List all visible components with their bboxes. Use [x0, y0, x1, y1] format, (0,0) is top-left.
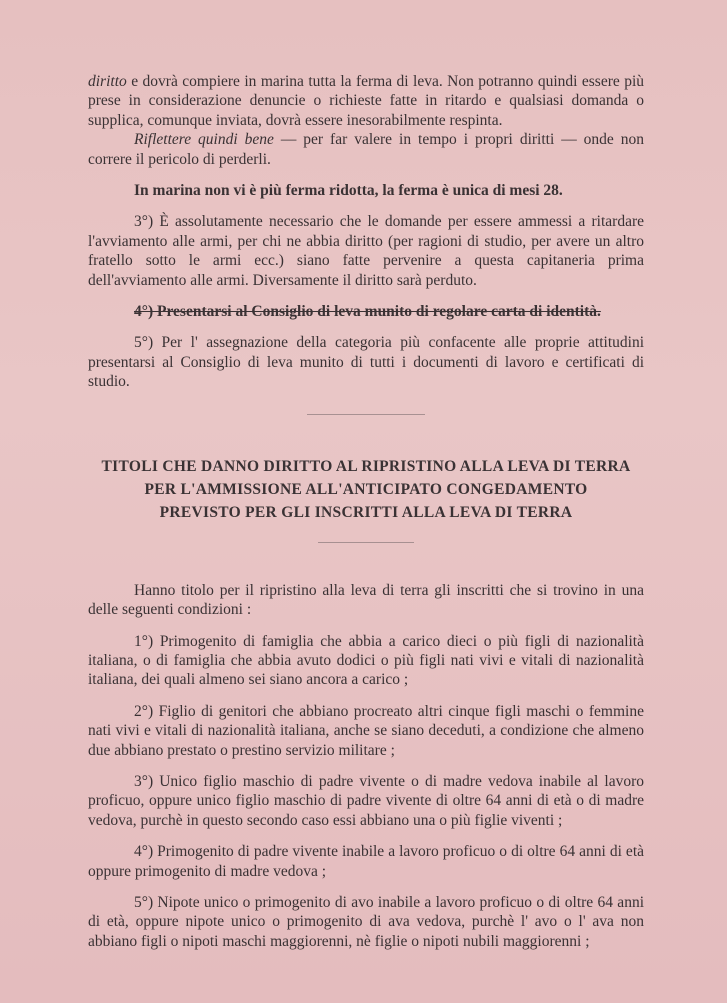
reflect-italic: Riflettere quindi bene [134, 131, 274, 149]
condition-item: 3°) Unico figlio maschio di padre vivente o di madre vedova inabile al lavoro proficuo, oppure unico figlio maschio di padre vivente di oltre 64 anni di età o di madre vedova, purchè in questo secondo caso essi abbiano una o più figlie viventi ; [88, 772, 644, 829]
intro-italic-word: diritto [88, 73, 127, 90]
heading-line-1: TITOLI CHE DANNO DIRITTO AL RIPRISTINO ALLA LEVA DI TERRA [101, 457, 631, 475]
point-4: 4°) Presentarsi al Consiglio di leva munito di regolare carta di identità. [134, 303, 601, 321]
document-body [88, 72, 644, 951]
divider-line [307, 414, 425, 415]
intro-paragraph [88, 72, 644, 130]
intro-text: e dovrà compiere in marina tutta la ferma di leva. Non potranno quindi essere più prese in considerazione denuncie o richieste fatte in ritardo e qualsiasi domanda o supplica, comunque inviata, dovrà essere inesorabilmente respinta. [88, 73, 644, 129]
heading-divider-line [318, 542, 414, 543]
condition-item: 4°) Primogenito di padre vivente inabile a lavoro proficuo o di oltre 64 anni di età oppure primogenito di madre vedova ; [88, 843, 644, 880]
point-3: 3°) È assolutamente necessario che le domande per essere ammessi a ritardare l'avviamento alle armi, per chi ne abbia diritto (per ragioni di studio, per avere un altro fratello sotto le armi ecc.) siano fatte pervenire a questa capitaneria prima dell'avviamento alle armi. Diversamente il diritto sarà perduto. [88, 213, 644, 289]
point-5: 5°) Per l' assegnazione della categoria più confacente alle proprie attitudini presentarsi al Consiglio di leva munito di tutti i documenti di lavoro e certificati di studio. [88, 334, 644, 391]
condition-item: 5°) Nipote unico o primogenito di avo inabile a lavoro proficuo o di oltre 64 anni di età, oppure nipote unico o primogenito di ava vedova, purchè l' avo o l' ava non abbiano figli o nipoti maschi maggiorenni, nè figlie o nipoti nubili maggiorenni ; [88, 893, 644, 950]
reflect-text: — per far valere in tempo i propri diritti — onde non correre il pericolo di perderli. [88, 131, 645, 168]
section-heading [88, 455, 644, 524]
heading-line-2: PER L'AMMISSIONE ALL'ANTICIPATO CONGEDAMENTO [144, 480, 588, 498]
heading-line-3: PREVISTO PER GLI INSCRITTI ALLA LEVA DI TERRA [159, 503, 573, 521]
navy-notice: In marina non vi è più ferma ridotta, la ferma è unica di mesi 28. [134, 182, 563, 200]
condition-item: 2°) Figlio di genitori che abbiano procreato altri cinque figli maschi o femmine nati vivi e vitali di nazionalità italiana, anche se siano deceduti, a condizione che almeno due abbiano prestato o prestino servizio militare ; [88, 702, 644, 759]
reflect-paragraph [88, 130, 644, 169]
condition-item: 1°) Primogenito di famiglia che abbia a carico dieci o più figli di nazionalità italiana, o di famiglia che abbia avuto dodici o più figli nati vivi e vitali di nazionalità italiana, dei quali almeno sei siano ancora a carico ; [88, 632, 644, 689]
conditions-intro: Hanno titolo per il ripristino alla leva di terra gli inscritti che si trovino in una delle seguenti condizioni : [88, 581, 644, 619]
